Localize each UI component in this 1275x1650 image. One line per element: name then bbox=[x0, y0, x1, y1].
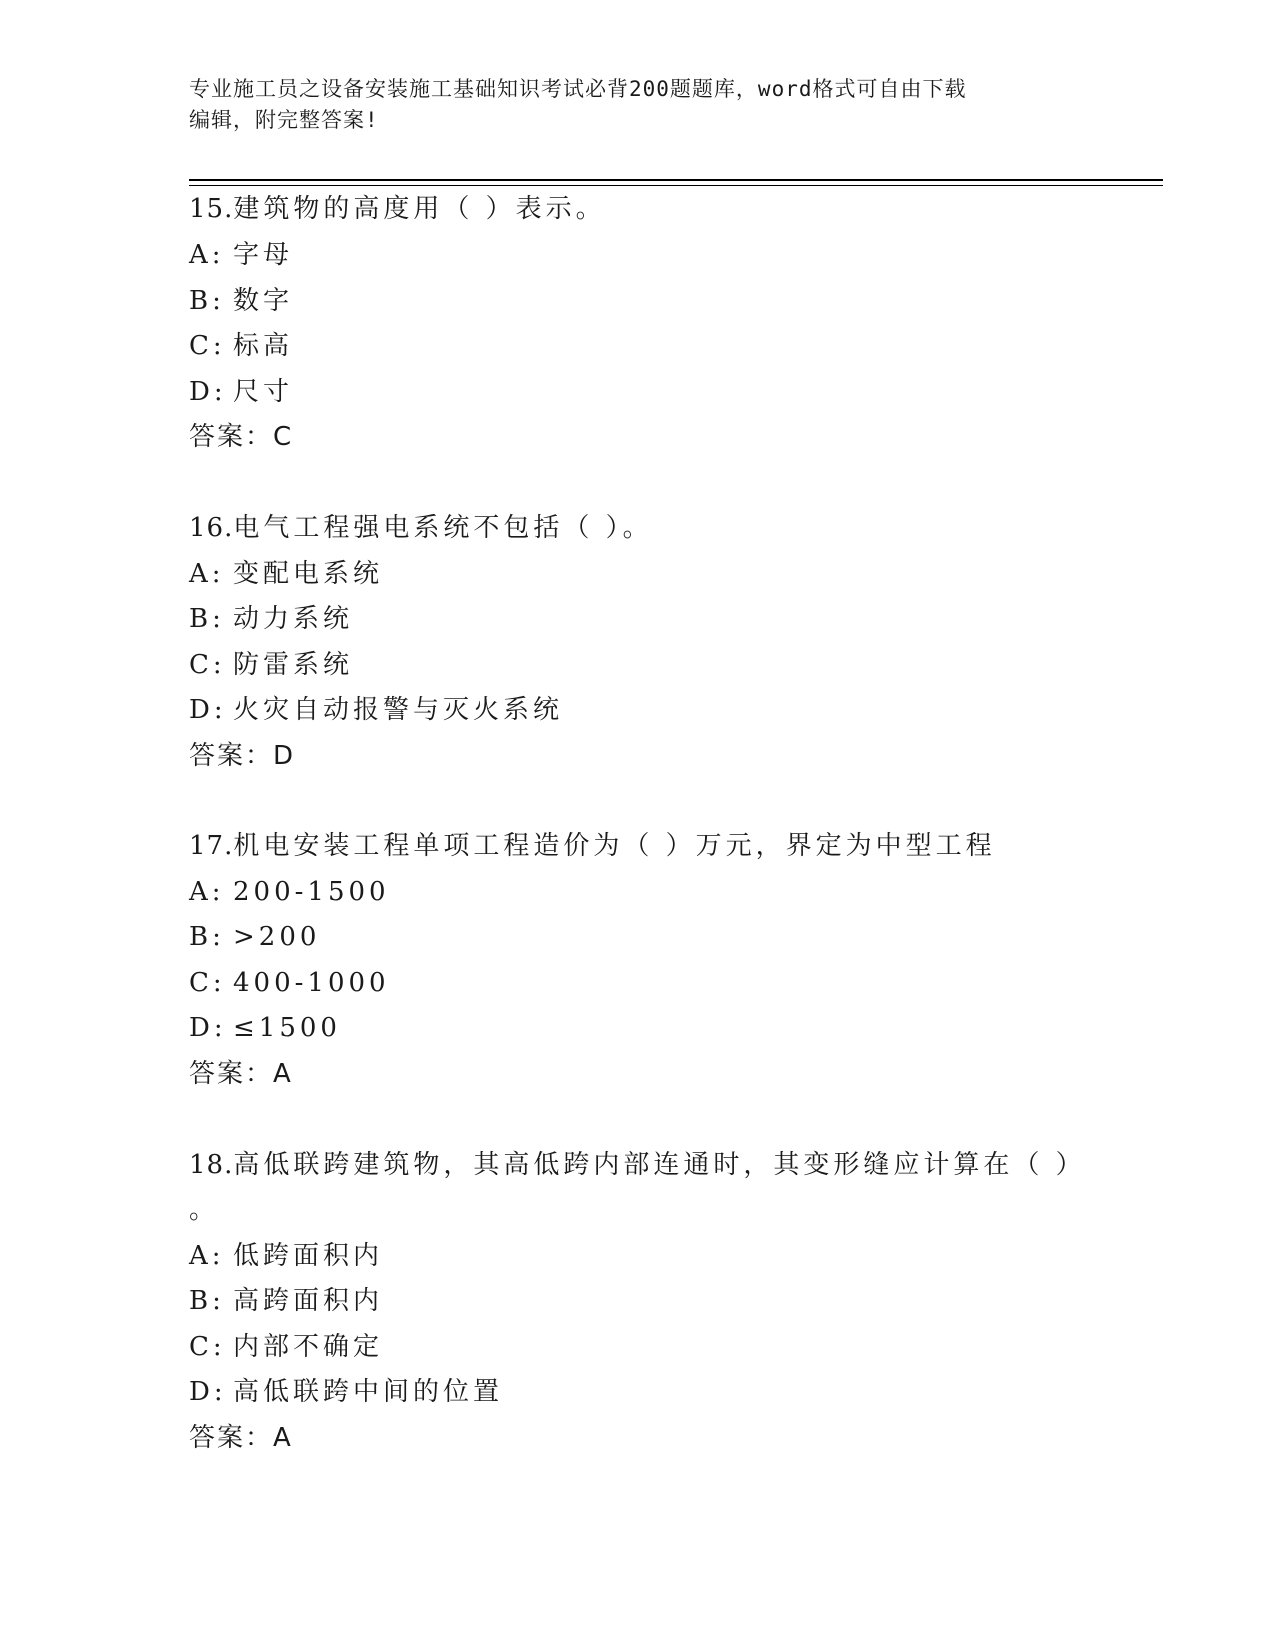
question-17-option-a bbox=[189, 875, 390, 909]
question-15-answer: 答案：C bbox=[189, 422, 294, 452]
question-16-option-a bbox=[189, 557, 383, 591]
option-text: 高跨面积内 bbox=[233, 1286, 384, 1316]
question-15-option-c bbox=[189, 329, 293, 363]
option-text: 400-1000 bbox=[233, 968, 390, 998]
question-16-option-d bbox=[189, 693, 563, 727]
option-label: B: bbox=[189, 922, 225, 952]
option-text: 200-1500 bbox=[233, 877, 390, 907]
question-17-option-c bbox=[189, 966, 390, 1000]
option-text: 标高 bbox=[233, 331, 294, 361]
option-label: B: bbox=[189, 286, 225, 316]
option-text: 数字 bbox=[233, 286, 294, 316]
question-15-option-b bbox=[189, 284, 293, 318]
question-16-answer: 答案：D bbox=[189, 741, 296, 771]
option-text: 变配电系统 bbox=[233, 559, 384, 589]
option-text: 动力系统 bbox=[233, 604, 354, 634]
question-number: 15. bbox=[189, 194, 234, 224]
option-text: 低跨面积内 bbox=[233, 1241, 384, 1271]
option-label: D: bbox=[189, 1013, 227, 1043]
question-text: 机电安装工程单项工程造价为（ ）万元，界定为中型工程 bbox=[233, 831, 996, 861]
question-18-stem bbox=[189, 1148, 1086, 1182]
option-text: 火灾自动报警与灭火系统 bbox=[233, 695, 564, 725]
question-number: 18. bbox=[189, 1150, 234, 1180]
question-18-answer: 答案：A bbox=[189, 1423, 293, 1453]
question-17-stem bbox=[189, 829, 996, 863]
question-18-option-d bbox=[189, 1375, 503, 1409]
question-16-stem bbox=[189, 511, 653, 545]
question-18-option-b bbox=[189, 1284, 383, 1318]
option-label: D: bbox=[189, 1377, 227, 1407]
option-label: C: bbox=[189, 968, 226, 998]
question-18-stem-continuation: 。 bbox=[189, 1195, 220, 1225]
question-number: 16. bbox=[189, 513, 234, 543]
option-label: A: bbox=[189, 877, 225, 907]
header-line-2: 编辑，附完整答案! bbox=[189, 108, 379, 132]
option-text: ≤1500 bbox=[233, 1013, 341, 1043]
option-label: D: bbox=[189, 695, 227, 725]
question-text: 高低联跨建筑物，其高低跨内部连通时，其变形缝应计算在（ ） bbox=[233, 1150, 1086, 1180]
question-text: 建筑物的高度用（ ）表示。 bbox=[233, 194, 606, 224]
question-number: 17. bbox=[189, 831, 234, 861]
question-17-option-d bbox=[189, 1011, 341, 1045]
option-label: A: bbox=[189, 1241, 225, 1271]
question-18-option-c bbox=[189, 1330, 383, 1364]
question-18-option-a bbox=[189, 1239, 383, 1273]
question-17-answer: 答案：A bbox=[189, 1059, 293, 1089]
header-rule-bottom bbox=[189, 185, 1163, 186]
option-label: C: bbox=[189, 331, 226, 361]
document-header bbox=[189, 74, 1089, 136]
option-label: A: bbox=[189, 559, 225, 589]
question-15-option-a bbox=[189, 238, 293, 272]
question-15-option-d bbox=[189, 375, 293, 409]
option-label: C: bbox=[189, 650, 226, 680]
header-rule-top bbox=[189, 179, 1163, 181]
option-text: 尺寸 bbox=[233, 377, 294, 407]
option-text: 高低联跨中间的位置 bbox=[233, 1377, 504, 1407]
question-16-option-b bbox=[189, 602, 353, 636]
question-text: 电气工程强电系统不包括（ ）。 bbox=[233, 513, 653, 543]
option-label: D: bbox=[189, 377, 227, 407]
option-label: B: bbox=[189, 604, 225, 634]
question-16-option-c bbox=[189, 648, 353, 682]
option-text: 防雷系统 bbox=[233, 650, 354, 680]
option-text: >200 bbox=[233, 922, 321, 952]
header-line-1: 专业施工员之设备安装施工基础知识考试必背200题题库，word格式可自由下载 bbox=[189, 77, 967, 101]
option-label: B: bbox=[189, 1286, 225, 1316]
option-text: 内部不确定 bbox=[233, 1332, 384, 1362]
option-label: C: bbox=[189, 1332, 226, 1362]
option-label: A: bbox=[189, 240, 225, 270]
question-17-option-b bbox=[189, 920, 320, 954]
question-15-stem bbox=[189, 192, 606, 226]
option-text: 字母 bbox=[233, 240, 294, 270]
